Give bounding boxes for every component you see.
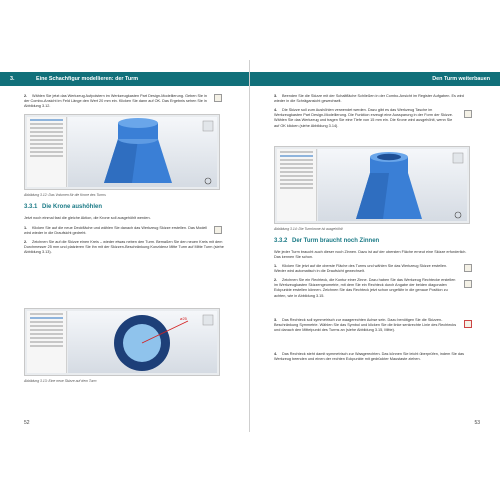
left-page: [0, 60, 250, 432]
step-text: Zeichnen Sie auf die Skizze einen Kreis – wieder etwas neben den Turm. Bemaßen Sie den neuen Kreis mit dem Durchmesser 25 mm und platzieren Sie ihn mit der Skizzen-Beschränkung Konzidenz Mitte Turm auf Mitte Turm (siehe Abbildung 3.13).: [24, 240, 224, 255]
hollow-tower-model-image: [318, 149, 469, 223]
step-number: 1.: [274, 264, 278, 268]
step-text: Das Rechteck steht damit symmetrisch zur Waagerechten. Das können Sie leicht überprüfen, indem Sie das Werkzeug beenden und einen der rechten Eckpunkte mit gedrückter Maustaste ziehen.: [274, 352, 464, 362]
top-view-sketch-image: [68, 311, 219, 375]
section-title: Der Turm braucht noch Zinnen: [292, 238, 380, 244]
step-number: 2.: [274, 278, 278, 282]
step-text: Zeichnen Sie ein Rechteck, die Kontur einer Zinne. Dazu haben Sie das Werkzeug Rechtecke erstellen im Werkzeugkasten Skizzengeometrie, mit dem Sie ein Rechteck durch Angabe der beiden diagonalen Eckpunkte erstellen können. Zeichnen Sie das Rechteck jetzt schon ungefähr in die genaue Position zu achten, wie in Abbildung 3.15.: [274, 278, 456, 298]
step-number: 3.: [274, 318, 278, 322]
combo-view-panel: [277, 149, 317, 221]
step-paragraph: [274, 264, 458, 274]
chapter-number: 3.: [10, 76, 15, 82]
step-paragraph: [274, 94, 474, 104]
figure-3-12-screenshot: [24, 114, 220, 190]
intro-paragraph: Jetzt noch einmal fast die gleiche Aktion, die Krone soll ausgehöhlt werden.: [24, 216, 151, 220]
pad-tool-icon: [214, 94, 222, 102]
step-text: Klicken Sie auf die neue Deckfläche und wählen Sie danach das Werkzeug Skizze erstellen. Das Modell wird wieder in die Draufsicht gedreht.: [24, 226, 208, 236]
book-spread: [0, 60, 500, 432]
running-header-title: Den Turm weiterbauen: [432, 76, 490, 82]
figure-caption: Abbildung 3.12: Das Volumen für die Krone des Turms: [24, 193, 106, 197]
right-page: [250, 60, 500, 432]
rectangle-tool-icon: [464, 280, 472, 288]
running-header-bar: [250, 72, 500, 86]
step-text: Wählen Sie jetzt das Werkzeug Aufpolstern im Werkzeugkasten Part Design-Modellierung. Geben Sie in der Combo-Ansicht im Feld Länge den Wert 20 mm ein. Klicken Sie dann auf OK. Das Ergebnis sehen Sie in Abbildung 3.12.: [24, 94, 208, 109]
3d-viewport: [318, 149, 467, 221]
figure-3-14-screenshot: [274, 146, 470, 224]
step-paragraph: [24, 240, 224, 256]
step-number: 2.: [24, 94, 28, 98]
intro-paragraph: Wie jeder Turm braucht auch dieser noch Zinnen. Dazu ist auf der obersten Fläche erneut eine Skizze erforderlich. Das kennen Sie schon.: [274, 250, 467, 260]
step-paragraph: [274, 352, 474, 362]
sketch-tool-icon: [464, 264, 472, 272]
step-text: Beenden Sie die Skizze mit der Schaltfläche Schließen in der Combo-Ansicht im Register Aufgaben. Es wird wieder in die Schrägansicht gewechselt.: [274, 94, 464, 104]
step-text: Klicken Sie jetzt auf die oberste Fläche des Turms und wählen Sie das Werkzeug Skizze erstellen. Wieder wird automatisch in die Draufsicht gewechselt.: [274, 264, 448, 274]
sketch-viewport: [68, 311, 217, 373]
combo-view-panel: [27, 311, 67, 373]
step-paragraph: [274, 108, 458, 129]
svg-text:ø25: ø25: [180, 316, 187, 321]
step-paragraph: [274, 318, 458, 334]
tower-model-image: [68, 117, 219, 189]
combo-view-panel: [27, 117, 67, 187]
step-paragraph: [274, 278, 458, 299]
step-number: 4.: [274, 352, 278, 356]
step-text: Das Rechteck soll symmetrisch zur waagerechten Achse sein. Dazu benötigen Sie die Skizzen-Beschränkung Symmetrie. Wählen Sie das Symbol und klicken Sie die linke senkrechte Linie des Rechtecks und danach den Mittelpunkt des Turms an (siehe Abbildung 3.15, Mitte).: [274, 318, 457, 333]
section-heading: [24, 204, 102, 210]
figure-caption: Abbildung 3.14: Die Turmkrone ist ausgehöhlt: [274, 227, 343, 231]
step-paragraph: [24, 94, 210, 110]
step-paragraph: [24, 226, 210, 236]
symmetry-constraint-icon: [464, 320, 472, 328]
page-number: 53: [474, 420, 480, 426]
chapter-title: Eine Schachfigur modellieren: der Turm: [36, 76, 139, 82]
page-number: 52: [24, 420, 30, 426]
3d-viewport: [68, 117, 217, 187]
step-number: 4.: [274, 108, 278, 112]
section-heading: [274, 238, 379, 244]
pocket-tool-icon: [464, 110, 472, 118]
section-title: Die Krone aushöhlen: [42, 204, 103, 210]
step-number: 1.: [24, 226, 28, 230]
figure-caption: Abbildung 3.13: Eine neue Skizze auf dem Turm: [24, 379, 97, 383]
step-number: 2.: [24, 240, 28, 244]
figure-3-13-screenshot: [24, 308, 220, 376]
chapter-header-bar: [0, 72, 250, 86]
section-number: 3.3.1: [24, 204, 38, 210]
section-number: 3.3.2: [274, 238, 288, 244]
step-text: Die Skizze soll zum Aushöhlen verwendet werden. Dazu gibt es das Werkzeug Tasche im Werkzeugkasten Part Design-Modellierung. Die Funktion erzeugt eine Aussparung in der Form der Skizze. Wählen Sie das Werkzeug und tragen Sie eine Tiefe von 15 mm ein. Die Krone wird ausgehöhlt, wenn Sie auf OK klicken (siehe Abbildung 3.14).: [274, 108, 453, 128]
sketch-tool-icon: [214, 226, 222, 234]
step-number: 3.: [274, 94, 278, 98]
